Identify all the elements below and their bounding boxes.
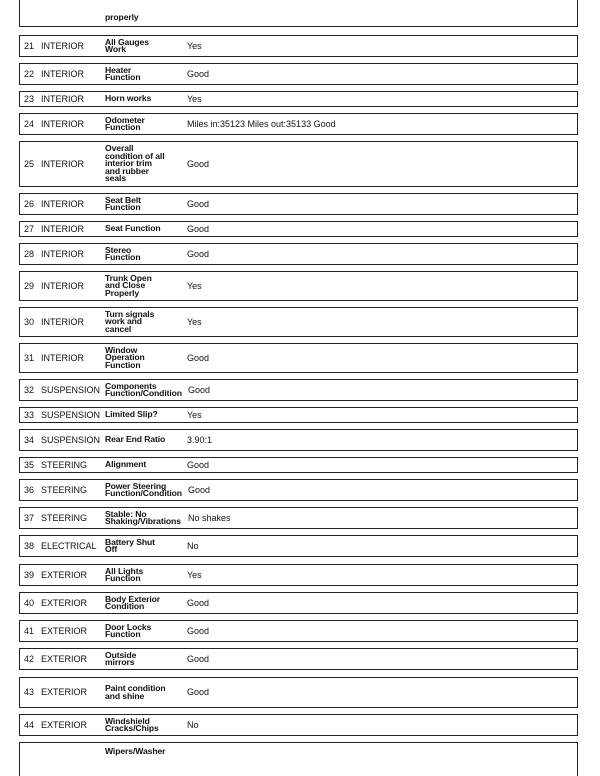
row-category: SUSPENSION — [41, 409, 101, 420]
table-row — [19, 63, 578, 85]
table-row — [19, 564, 578, 586]
item-value: Good — [188, 384, 211, 395]
item-value: Good — [187, 625, 210, 636]
item-value: Good — [187, 198, 210, 209]
item-value: Good — [187, 687, 210, 697]
item-value: Yes — [187, 316, 202, 327]
item-value: Yes — [187, 569, 202, 580]
item-value: Good — [187, 158, 210, 169]
row-category: INTERIOR — [41, 40, 85, 51]
row-number: 43 — [24, 687, 35, 697]
item-value: Yes — [187, 93, 202, 104]
row-number: 26 — [24, 198, 35, 209]
item-label: Trunk Open and Close Properly — [105, 272, 152, 298]
item-label: Heater Function — [105, 64, 141, 82]
table-row — [19, 592, 578, 614]
item-value: No shakes — [188, 512, 231, 523]
row-number: 24 — [24, 118, 35, 129]
row-category: ELECTRICAL — [41, 540, 97, 551]
table-row — [19, 479, 578, 501]
row-category: SUSPENSION — [41, 434, 101, 445]
item-value: Good — [188, 484, 211, 495]
item-label: Alignment — [105, 459, 147, 470]
row-number: 30 — [24, 316, 35, 327]
item-label: All Lights Function — [105, 565, 144, 583]
table-row — [19, 113, 578, 135]
row-number: 35 — [24, 459, 35, 470]
row-category: EXTERIOR — [41, 569, 88, 580]
item-label: Stereo Function — [105, 244, 141, 262]
item-value: Good — [187, 352, 210, 363]
row-category: INTERIOR — [41, 248, 85, 259]
row-number: 25 — [24, 158, 35, 169]
row-category: EXTERIOR — [41, 625, 88, 636]
item-value: Good — [187, 597, 210, 608]
table-row — [19, 243, 578, 265]
item-label: properly — [105, 12, 139, 22]
table-row — [19, 620, 578, 642]
row-category: INTERIOR — [41, 223, 85, 234]
table-row — [19, 379, 578, 401]
item-label: Wipers/Washer — [105, 746, 166, 756]
table-row — [19, 407, 578, 423]
item-label: Stable: No Shaking/Vibrations — [105, 508, 181, 526]
item-value: Good — [187, 459, 210, 470]
item-value: Yes — [187, 40, 202, 51]
table-row — [19, 507, 578, 529]
table-row — [19, 457, 578, 473]
row-number: 31 — [24, 352, 35, 363]
row-number: 23 — [24, 93, 35, 104]
item-label: Odometer Function — [105, 114, 145, 132]
row-number: 34 — [24, 434, 35, 445]
row-number: 29 — [24, 280, 35, 291]
row-category: INTERIOR — [41, 352, 85, 363]
row-number: 28 — [24, 248, 35, 259]
item-label: Door Locks Function — [105, 621, 152, 639]
item-label: Body Exterior Condition — [105, 593, 161, 611]
table-row — [19, 91, 578, 107]
row-number: 41 — [24, 625, 35, 636]
row-category: EXTERIOR — [41, 719, 88, 730]
item-label: Limited Slip? — [105, 409, 158, 420]
item-value: Yes — [187, 280, 202, 291]
item-value: Yes — [187, 409, 202, 420]
item-label: Components Function/Condition — [105, 380, 182, 398]
row-category: EXTERIOR — [41, 687, 88, 697]
item-label: Battery Shut Off — [105, 536, 155, 554]
table-row — [19, 677, 578, 708]
item-value: Good — [187, 223, 210, 234]
row-category: INTERIOR — [41, 118, 85, 129]
item-value: Good — [187, 68, 210, 79]
item-label: Window Operation Function — [105, 344, 145, 370]
item-label: All Gauges Work — [105, 36, 149, 54]
item-label: Overall condition of all interior trim and rubber seals — [105, 143, 165, 184]
table-row — [19, 714, 578, 736]
row-number: 40 — [24, 597, 35, 608]
row-category: INTERIOR — [41, 280, 85, 291]
row-category: EXTERIOR — [41, 597, 88, 608]
row-number: 32 — [24, 384, 35, 395]
row-number: 33 — [24, 409, 35, 420]
table-row — [19, 648, 578, 670]
item-label: Power Steering Function/Condition — [105, 480, 182, 498]
table-row-continued — [19, 742, 578, 776]
table-row — [19, 429, 578, 451]
row-category: STEERING — [41, 512, 88, 523]
row-number: 21 — [24, 40, 35, 51]
row-number: 27 — [24, 223, 35, 234]
row-category: STEERING — [41, 484, 88, 495]
item-label: Horn works — [105, 93, 152, 104]
item-value: Good — [187, 653, 210, 664]
table-row — [19, 35, 578, 57]
table-row — [19, 193, 578, 215]
row-category: INTERIOR — [41, 198, 85, 209]
item-label: Windshield Cracks/Chips — [105, 715, 159, 733]
item-value: No — [187, 719, 199, 730]
row-category: INTERIOR — [41, 68, 85, 79]
row-number: 42 — [24, 653, 35, 664]
table-row — [19, 307, 578, 337]
row-category: INTERIOR — [41, 158, 85, 169]
item-label: Outside mirrors — [105, 649, 137, 667]
row-category: EXTERIOR — [41, 653, 88, 664]
item-value: Good — [187, 248, 210, 259]
row-number: 39 — [24, 569, 35, 580]
item-value: Miles in:35123 Miles out:35133 Good — [187, 118, 336, 129]
table-row — [19, 221, 578, 237]
item-label: Paint condition and shine — [105, 683, 166, 701]
item-value: No — [187, 540, 199, 551]
row-category: SUSPENSION — [41, 384, 101, 395]
item-label: Turn signals work and cancel — [105, 308, 155, 334]
table-row — [19, 343, 578, 373]
row-number: 22 — [24, 68, 35, 79]
row-category: INTERIOR — [41, 316, 85, 327]
row-number: 44 — [24, 719, 35, 730]
row-number: 36 — [24, 484, 35, 495]
table-row — [19, 141, 578, 187]
item-label: Rear End Ratio — [105, 434, 166, 445]
table-row-continued — [19, 0, 578, 27]
item-label: Seat Function — [105, 223, 161, 234]
row-number: 37 — [24, 512, 35, 523]
item-label: Seat Belt Function — [105, 194, 141, 212]
table-row — [19, 535, 578, 557]
item-value: 3.90:1 — [187, 434, 213, 445]
row-category: STEERING — [41, 459, 88, 470]
row-number: 38 — [24, 540, 35, 551]
row-category: INTERIOR — [41, 93, 85, 104]
table-row — [19, 271, 578, 301]
